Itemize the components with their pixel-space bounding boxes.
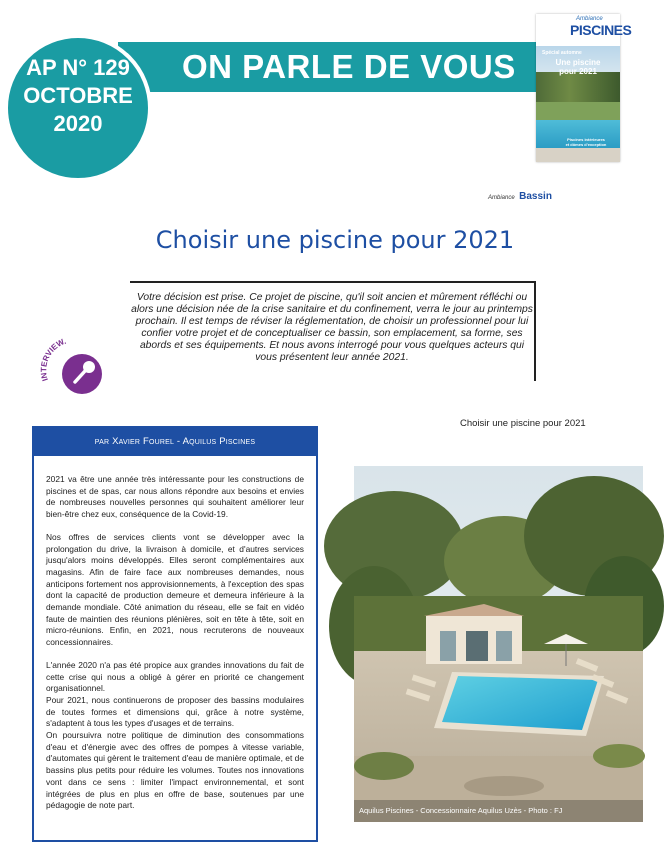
cover-headline-line1: Une piscine [555, 58, 601, 67]
article-paragraph: 2021 va être une année très intéressante pour les constructions de piscines et de spas, car nous allons répondre aux besoins et envies de nombreuses nouvelles personnes qui souhaitent améliorer leur bien-être chez eux, conséquence de la Covid-19. [46, 474, 304, 520]
section-caption: Choisir une piscine pour 2021 [460, 418, 586, 429]
cover-headline [546, 58, 610, 76]
photo-caption: Aquilus Piscines - Concessionnaire Aquilus Uzès - Photo : FJ [359, 806, 563, 815]
page-title: Choisir une piscine pour 2021 [155, 226, 515, 254]
logo-big-text: Bassin [519, 191, 552, 202]
cover-masthead [536, 14, 632, 46]
article-paragraph: On poursuivra notre politique de diminution des consommations d'eau et d'énergie avec des offres de pompes à vitesse variable, d'automates qui gèrent le traitement d'eau de manière optimale, et de bassins plus petits pour réduire les volumes. Toutes nos innovations vont dans ce sens : limiter l'impact environnemental, et sont intégrées de plus en plus en offre de base, soutenues par une pédagogie de note part. [46, 730, 304, 811]
ambiance-bassin-logo [488, 186, 552, 204]
cover-brand-big: PISCINES [570, 22, 632, 38]
interview-badge [38, 336, 110, 402]
issue-month: OCTOBRE [23, 83, 133, 108]
article-box [32, 426, 318, 842]
header-band [118, 42, 536, 92]
pool-photo [354, 466, 643, 822]
article-byline: par Xavier Fourel - Aquilus Piscines [34, 428, 316, 456]
cover-lawn [536, 102, 620, 120]
interview-label: INTERVIEW. [39, 336, 68, 383]
cover-deck [536, 148, 620, 162]
article-paragraph: L'année 2020 n'a pas été propice aux grandes innovations du fait de cette crise qui nous a obligé à gérer en priorité ce changement organisationnel. [46, 659, 304, 694]
issue-number: AP N° 129 [26, 55, 130, 80]
article-paragraph: Nos offres de services clients vont se développer avec la prolongation du drive, la livraison à domicile, et d'autres services jusqu'alors moins développés. Elles seront complémentaires aux magasins. Afin de faire face aux nombreuses demandes, nous anticipons fortement nos approvisionnements, à l'exception des spas dont la capacité de production demeure et demeura inférieure à la demande mondiale. Côté animation du réseau, elle se fait en vidéo faute de maintien des réunions plénières, soit en tête à tête, soit en micro-réunions. Enfin, en 2021, nous recruterons de nouveaux concessionnaires. [46, 531, 304, 648]
intro-top-rule [130, 281, 536, 283]
intro-right-rule [534, 281, 536, 381]
article-paragraph: Pour 2021, nous continuerons de proposer des bassins modulaires de toutes formes et dimensions qui, grâce à notre système, s'adaptent à tous les types d'usages et de terrains. [46, 694, 304, 729]
magazine-cover [536, 14, 632, 162]
cover-bottom-text [556, 137, 616, 147]
issue-year: 2020 [53, 111, 103, 136]
cover-label: Spécial automne [542, 50, 582, 56]
cover-headline-line2: pour 2021 [559, 67, 597, 76]
intro-paragraph: Votre décision est prise. Ce projet de piscine, qu'il soit ancien et mûrement réfléchi ou alors une décision née de la crise sanitaire et du confinement, verra le jour au printemps prochain. Il est temps de réviser la réglementation, de choisir un professionnel pour lui confier votre projet et de conceptualiser ce bassin, son emplacement, sa forme, ses abords et ses équipements. Et nous avons interrogé pour vous quelques acteurs qui vous présentent leur année 2021. [131, 292, 533, 363]
cover-bottom-line2: et dômes d'exception [565, 142, 607, 147]
cover-bottom-line1: Piscines intérieures [567, 137, 605, 142]
cover-brand-small: Ambiance [576, 16, 603, 22]
section-title: ON PARLE DE VOUS [182, 48, 516, 85]
article-body [34, 456, 316, 812]
cover-trees [536, 72, 620, 102]
issue-badge [4, 34, 152, 182]
logo-small-text: Ambiance [488, 195, 515, 201]
